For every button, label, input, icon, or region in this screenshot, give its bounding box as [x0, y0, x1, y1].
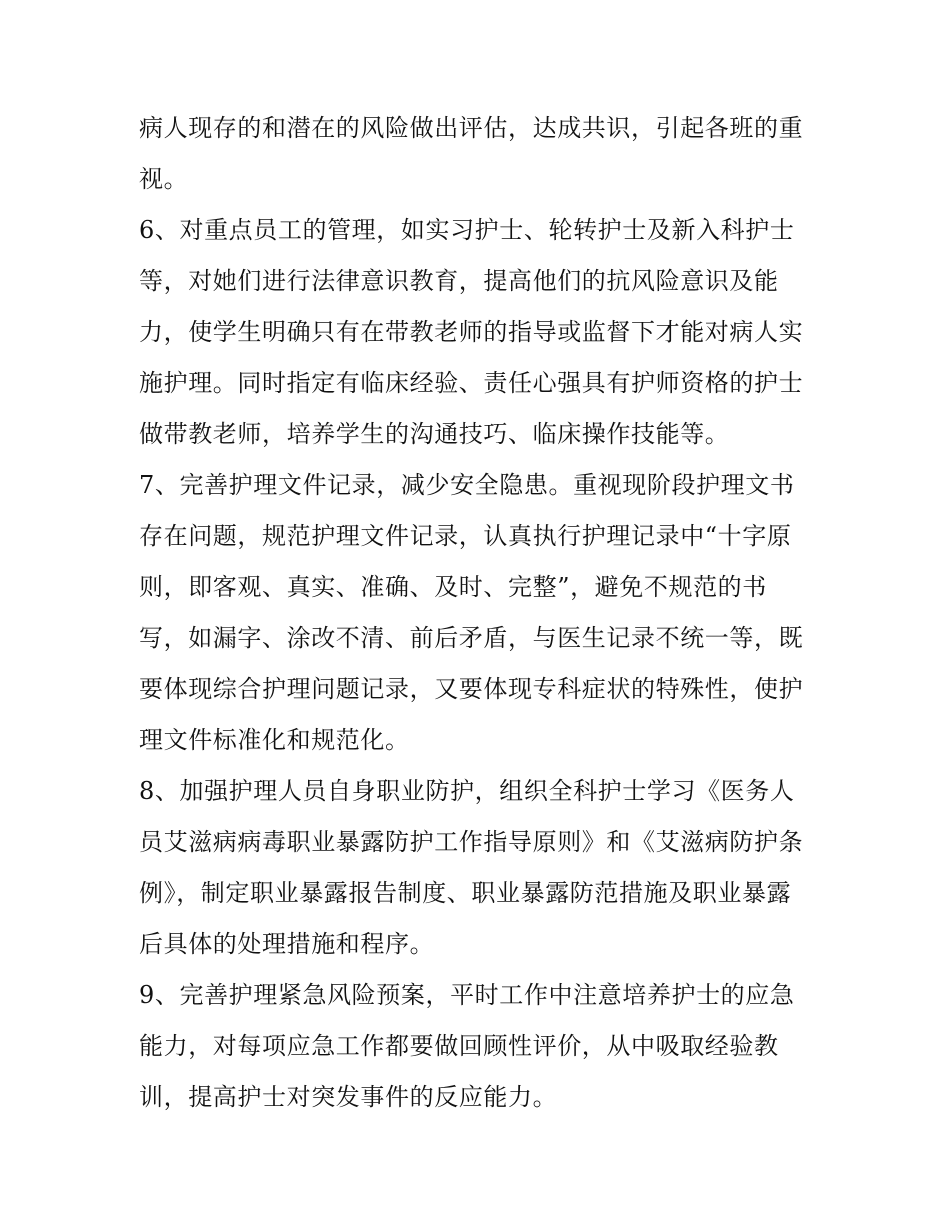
text-line: 能力，对每项应急工作都要做回顾性评价，从中吸取经验教 — [139, 1032, 779, 1060]
text-line: 例》，制定职业暴露报告制度、职业暴露防范措施及职业暴露 — [139, 879, 792, 907]
text-line: 理文件标准化和规范化。 — [139, 726, 410, 754]
text-line: 后具体的处理措施和程序。 — [139, 930, 435, 958]
text-line: 6、对重点员工的管理，如实习护士、轮转护士及新入科护士 — [139, 216, 795, 244]
text-line: 训，提高护士对突发事件的反应能力。 — [139, 1083, 558, 1111]
text-line: 写，如漏字、涂改不清、前后矛盾，与医生记录不统一等，既 — [139, 624, 804, 652]
text-line: 力，使学生明确只有在带教老师的指导或监督下才能对病人实 — [139, 318, 804, 346]
text-line: 7、完善护理文件记录，减少安全隐患。重视现阶段护理文书 — [139, 471, 795, 499]
text-line: 9、完善护理紧急风险预案，平时工作中注意培养护士的应急 — [139, 981, 795, 1009]
text-line: 则，即客观、真实、准确、及时、完整”，避免不规范的书 — [139, 573, 767, 601]
text-line: 视。 — [139, 165, 189, 193]
text-line: 8、加强护理人员自身职业防护，组织全科护士学习《医务人 — [139, 777, 795, 805]
text-line: 病人现存的和潜在的风险做出评估，达成共识，引起各班的重 — [139, 114, 804, 142]
text-line: 员艾滋病病毒职业暴露防护工作指导原则》和《艾滋病防护条 — [139, 828, 804, 856]
text-line: 做带教老师，培养学生的沟通技巧、临床操作技能等。 — [139, 420, 730, 448]
text-line: 存在问题，规范护理文件记录，认真执行护理记录中“十字原 — [139, 522, 792, 550]
text-line: 等，对她们进行法律意识教育，提高他们的抗风险意识及能 — [139, 267, 779, 295]
text-line: 要体现综合护理问题记录，又要体现专科症状的特殊性，使护 — [139, 675, 804, 703]
text-line: 施护理。同时指定有临床经验、责任心强具有护师资格的护士 — [139, 369, 804, 397]
